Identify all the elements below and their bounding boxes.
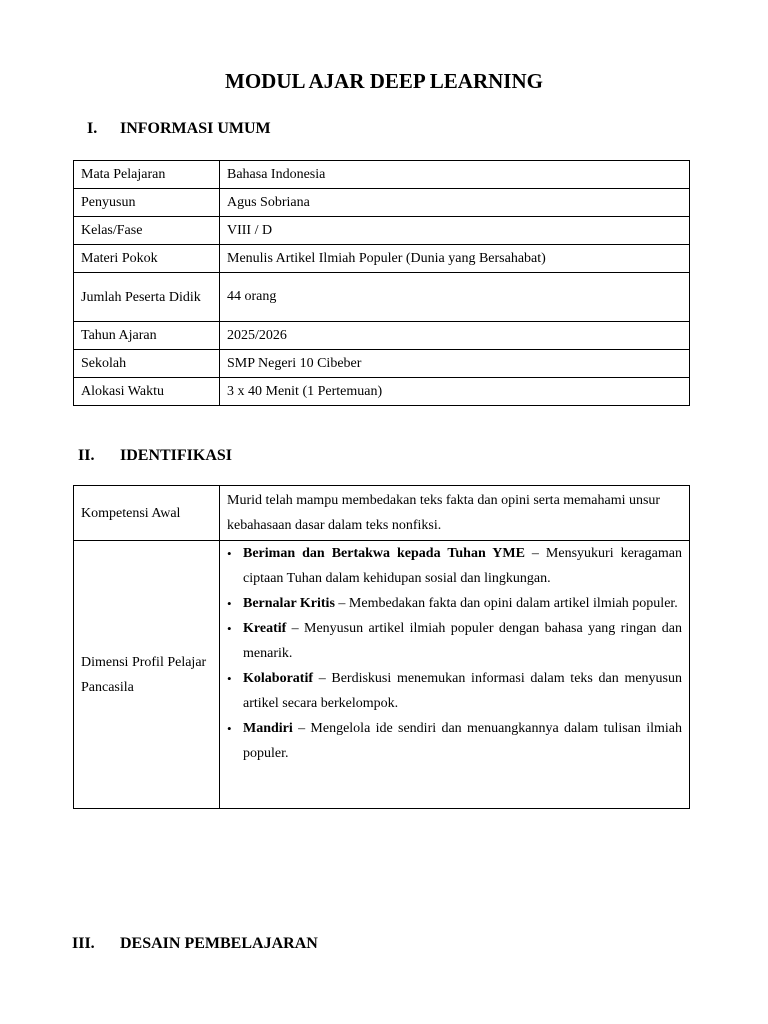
section-title: INFORMASI UMUM (120, 120, 271, 137)
table-row (74, 161, 690, 189)
table-row (74, 350, 690, 378)
row-label: Sekolah (74, 350, 220, 378)
row-label: Mata Pelajaran (74, 161, 220, 189)
kompetensi-label: Kompetensi Awal (74, 486, 220, 541)
identifikasi-table (73, 485, 690, 809)
item-desc: – Membedakan fakta dan opini dalam artikel ilmiah populer. (334, 596, 678, 611)
row-value: 44 orang (220, 273, 690, 322)
row-value: Menulis Artikel Ilmiah Populer (Dunia yang Bersahabat) (220, 245, 690, 273)
list-item (227, 591, 682, 616)
list-item (227, 616, 682, 666)
item-desc: – Mengelola ide sendiri dan menuangkannya dalam tulisan ilmiah populer. (243, 721, 682, 761)
row-label: Penyusun (74, 189, 220, 217)
table-row (74, 245, 690, 273)
section-title: DESAIN PEMBELAJARAN (120, 935, 318, 952)
bullet-icon: • (227, 596, 232, 611)
row-value: Agus Sobriana (220, 189, 690, 217)
item-term: Bernalar Kritis (243, 596, 335, 611)
row-value: SMP Negeri 10 Cibeber (220, 350, 690, 378)
table-row (74, 217, 690, 245)
section-number: II. (78, 447, 95, 464)
dimensi-label: Dimensi Profil Pelajar Pancasila (74, 541, 220, 809)
dimensi-list (227, 541, 682, 766)
table-row (74, 189, 690, 217)
table-row (74, 378, 690, 406)
section-number: I. (87, 120, 98, 137)
list-item (227, 716, 682, 766)
item-desc: – Mensyukuri keragaman ciptaan Tuhan dalam kehidupan sosial dan lingkungan. (243, 546, 682, 586)
bullet-icon: • (227, 671, 232, 686)
row-label: Jumlah Peserta Didik (74, 273, 220, 322)
item-term: Beriman dan Bertakwa kepada Tuhan YME (243, 546, 525, 561)
bullet-icon: • (227, 621, 232, 636)
row-label: Kelas/Fase (74, 217, 220, 245)
dimensi-list-cell (220, 541, 690, 809)
item-desc: – Menyusun artikel ilmiah populer dengan bahasa yang ringan dan menarik. (243, 621, 682, 661)
table-row (74, 322, 690, 350)
item-desc: – Berdiskusi menemukan informasi dalam teks dan menyusun artikel secara berkelompok. (243, 671, 682, 711)
bullet-icon: • (227, 721, 232, 736)
informasi-umum-table (73, 160, 690, 406)
bullet-icon: • (227, 546, 232, 561)
row-value: VIII / D (220, 217, 690, 245)
table-row (74, 273, 690, 322)
table-row (74, 541, 690, 809)
list-item (227, 666, 682, 716)
section-number: III. (72, 935, 95, 952)
row-value: 3 x 40 Menit (1 Pertemuan) (220, 378, 690, 406)
row-label: Alokasi Waktu (74, 378, 220, 406)
section-title: IDENTIFIKASI (120, 447, 233, 464)
item-term: Kreatif (243, 621, 287, 636)
table-row (74, 486, 690, 541)
row-value: 2025/2026 (220, 322, 690, 350)
kompetensi-value: Murid telah mampu membedakan teks fakta dan opini serta memahami unsur kebahasaan dasar dalam teks nonfiksi. (220, 486, 690, 541)
page-title: MODUL AJAR DEEP LEARNING (225, 69, 543, 93)
row-label: Materi Pokok (74, 245, 220, 273)
list-item (227, 541, 682, 591)
item-term: Kolaboratif (243, 671, 313, 686)
row-value: Bahasa Indonesia (220, 161, 690, 189)
item-term: Mandiri (243, 721, 293, 736)
row-label: Tahun Ajaran (74, 322, 220, 350)
